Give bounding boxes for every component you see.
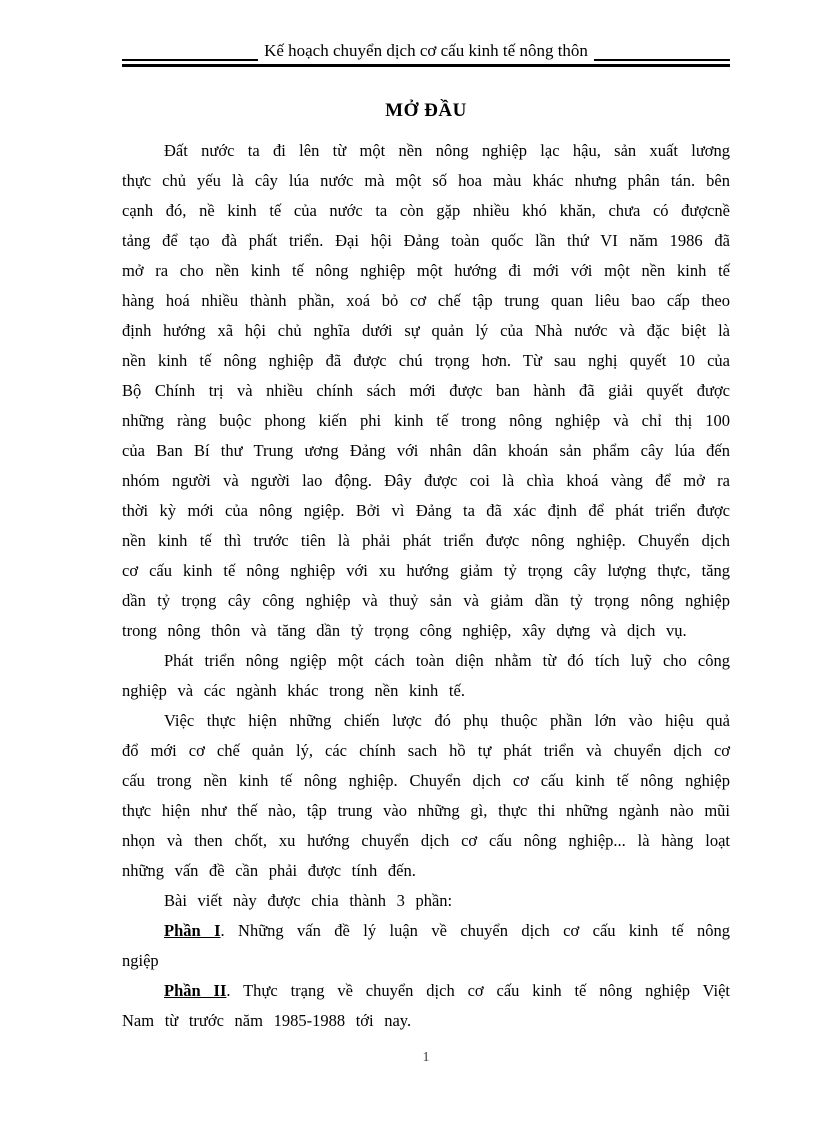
page-header xyxy=(122,40,730,67)
header-rule-left xyxy=(122,59,258,61)
part-1-label: Phần I xyxy=(164,921,221,940)
part-2-label: Phần II xyxy=(164,981,227,1000)
paragraph-outline-intro: Bài viết này được chia thành 3 phần: xyxy=(164,891,453,910)
document-heading: MỞ ĐẦU xyxy=(385,100,467,121)
paragraph-part-1 xyxy=(122,916,730,976)
document-body xyxy=(122,78,730,1036)
part-1-text: . Những vấn đề lý luận về chuyển dịch cơ cấu kinh tế nông ngiệp xyxy=(122,921,730,970)
header-running-title: Kế hoạch chuyển dịch cơ cấu kinh tế nông thôn xyxy=(264,41,588,60)
paragraph-part-2 xyxy=(122,976,730,1036)
part-2-text: . Thực trạng về chuyển dịch cơ cấu kinh tế nông nghiệp Việt Nam từ trước năm 1985-1988 tới nay. xyxy=(122,981,731,1030)
paragraph-development: Phát triển nông ngiệp một cách toàn diện nhằm từ đó tích luỹ cho công nghiệp và các ngành khác trong nền kinh tế. xyxy=(122,651,730,700)
page-number: 1 xyxy=(422,1050,430,1065)
header-rule-right xyxy=(594,59,730,61)
paragraph-strategy: Việc thực hiện những chiến lược đó phụ thuộc phần lớn vào hiệu quả đổ mới cơ chế quản lý, các chính sach hồ tự phát triển và chuyển dịch cơ cấu trong nền kinh tế nông nghiệp. Chuyển dịch cơ cấu kinh tế nông nghiệp thực hiện như thế nào, tập trung vào những gì, thực thi những ngành nào mũi nhọn và then chốt, xu hướng chuyển dịch cơ cấu nông nghiệp... là hàng loạt những vấn đề cần phải được tính đến. xyxy=(122,711,730,880)
paragraph-intro: Đất nước ta đi lên từ một nền nông nghiệp lạc hậu, sản xuất lương thực chủ yếu là cây lúa nước mà một số hoa màu khác nhưng phân tán. bên cạnh đó, nề kinh tế của nước ta còn gặp nhiều khó khăn, chưa có đượcnề tảng để tạo đà phất triển. Đại hội Đảng toàn quốc lần thứ VI năm 1986 đã mở ra cho nền kinh tế nông nghiệp một hướng đi mới với một nền kinh tế hàng hoá nhiều thành phần, xoá bỏ cơ chế tập trung quan liêu bao cấp theo định hướng xã hội chủ nghĩa dưới sự quản lý của Nhà nước và đặc biệt là nền kinh tế nông nghiệp đã được chú trọng hơn. Từ sau nghị quyết 10 của Bộ Chính trị và nhiều chính sách mới được ban hành đã giải quyết được những ràng buộc phong kiến phi kinh tế trong nông nghiệp và chỉ thị 100 của Ban Bí thư Trung ương Đảng với nhân dân khoán sản phẩm cây lúa đến nhóm người và người lao động. Đây được coi là chìa khoá vàng để mở ra thời kỳ mới của nông ngiệp. Bởi vì Đảng ta đã xác định để phát triển được nền kinh tế thì trước tiên là phải phát triển được nông nghiệp. Chuyển dịch cơ cấu kinh tế nông nghiệp với xu hướng giảm tỷ trọng cây lượng thực, tăng dần tỷ trọng cây công nghiệp và thuỷ sản và giảm dần tỷ trọng nông nghiệp trong nông thôn và tăng dần tỷ trọng công nghiệp, xây dựng và dịch vụ. xyxy=(122,141,730,640)
